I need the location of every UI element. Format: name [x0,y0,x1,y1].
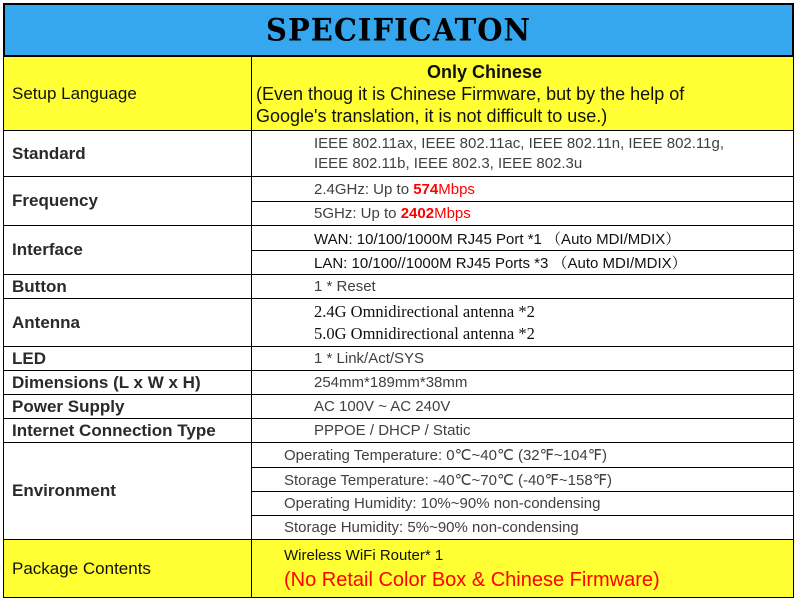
frequency-24-unit: Mbps [438,180,475,198]
frequency-5ghz [252,201,793,225]
value-power-supply: AC 100V ~ AC 240V [314,398,451,415]
value-setup-language [252,57,794,131]
value-interface [252,226,794,275]
env-storage-humidity: Storage Humidity: 5%~90% non-condensing [284,519,579,536]
setup-language-line2: Google's translation, it is not difficult to use.) [256,105,608,126]
frequency-24-prefix: 2.4GHz: Up to [314,180,414,198]
env-st-hum-row [252,515,793,539]
value-button: 1 * Reset [314,278,376,295]
label-connection-type: Internet Connection Type [4,419,252,443]
env-op-hum-row [252,491,793,515]
frequency-24ghz [252,177,793,201]
label-dimensions: Dimensions (L x W x H) [4,371,252,395]
standard-line1: IEEE 802.11ax, IEEE 802.11ac, IEEE 802.11n, IEEE 802.11g, [314,134,725,152]
frequency-24-value: 574 [413,180,439,198]
standard-line2: IEEE 802.11b, IEEE 802.3, IEEE 802.3u [314,154,583,172]
frequency-5-prefix: 5GHz: Up to [314,205,401,222]
row-interface [4,226,794,275]
row-environment [4,443,794,540]
row-setup-language [4,57,794,131]
interface-lan: LAN: 10/100//1000M RJ45 Ports *3 （Auto MDI/MDIX） [314,255,687,272]
interface-wan-row [252,226,793,250]
value-frequency [252,177,794,226]
antenna-24g: 2.4G Omnidirectional antenna *2 [314,301,535,321]
label-frequency: Frequency [4,177,252,226]
package-line2: (No Retail Color Box & Chinese Firmware) [284,568,660,591]
frequency-5-value: 2402 [400,205,435,222]
row-package-contents [4,540,794,598]
label-button: Button [4,275,252,299]
interface-lan-row [252,250,793,274]
value-package-contents [252,540,794,598]
value-standard [252,131,794,177]
row-antenna [4,299,794,347]
label-package-contents: Package Contents [4,540,252,598]
row-button [4,275,794,299]
label-interface: Interface [4,226,252,275]
value-dimensions: 254mm*189mm*38mm [314,374,468,391]
row-dimensions [4,371,794,395]
env-storage-temperature: Storage Temperature: -40℃~70℃ (-40℉~158℉) [284,471,612,489]
spec-table [3,56,794,598]
setup-language-line1: (Even thoug it is Chinese Firmware, but by the help of [256,83,685,104]
interface-wan: WAN: 10/100/1000M RJ45 Port *1 （Auto MDI/MDIX） [314,230,681,248]
env-op-temp-row [252,443,793,467]
label-standard: Standard [4,131,252,177]
label-antenna: Antenna [4,299,252,347]
label-setup-language: Setup Language [4,57,252,131]
row-connection-type [4,419,794,443]
label-power-supply: Power Supply [4,395,252,419]
setup-language-head: Only Chinese [426,61,543,82]
env-operating-humidity: Operating Humidity: 10%~90% non-condensing [284,495,601,512]
package-line1: Wireless WiFi Router* 1 [284,546,444,564]
frequency-5-unit: Mbps [434,205,471,222]
row-led [4,347,794,371]
title-banner [3,3,794,57]
value-connection-type: PPPOE / DHCP / Static [314,422,471,439]
row-frequency [4,177,794,226]
antenna-5g: 5.0G Omnidirectional antenna *2 [314,323,535,343]
label-environment: Environment [4,443,252,540]
value-led: 1 * Link/Act/SYS [314,350,425,367]
page-title: SPECIFICATON [266,12,531,48]
row-power-supply [4,395,794,419]
row-standard [4,131,794,177]
env-st-temp-row [252,467,793,491]
value-environment [252,443,794,540]
value-antenna [252,299,794,347]
env-operating-temperature: Operating Temperature: 0℃~40℃ (32℉~104℉) [284,447,607,464]
label-led: LED [4,347,252,371]
